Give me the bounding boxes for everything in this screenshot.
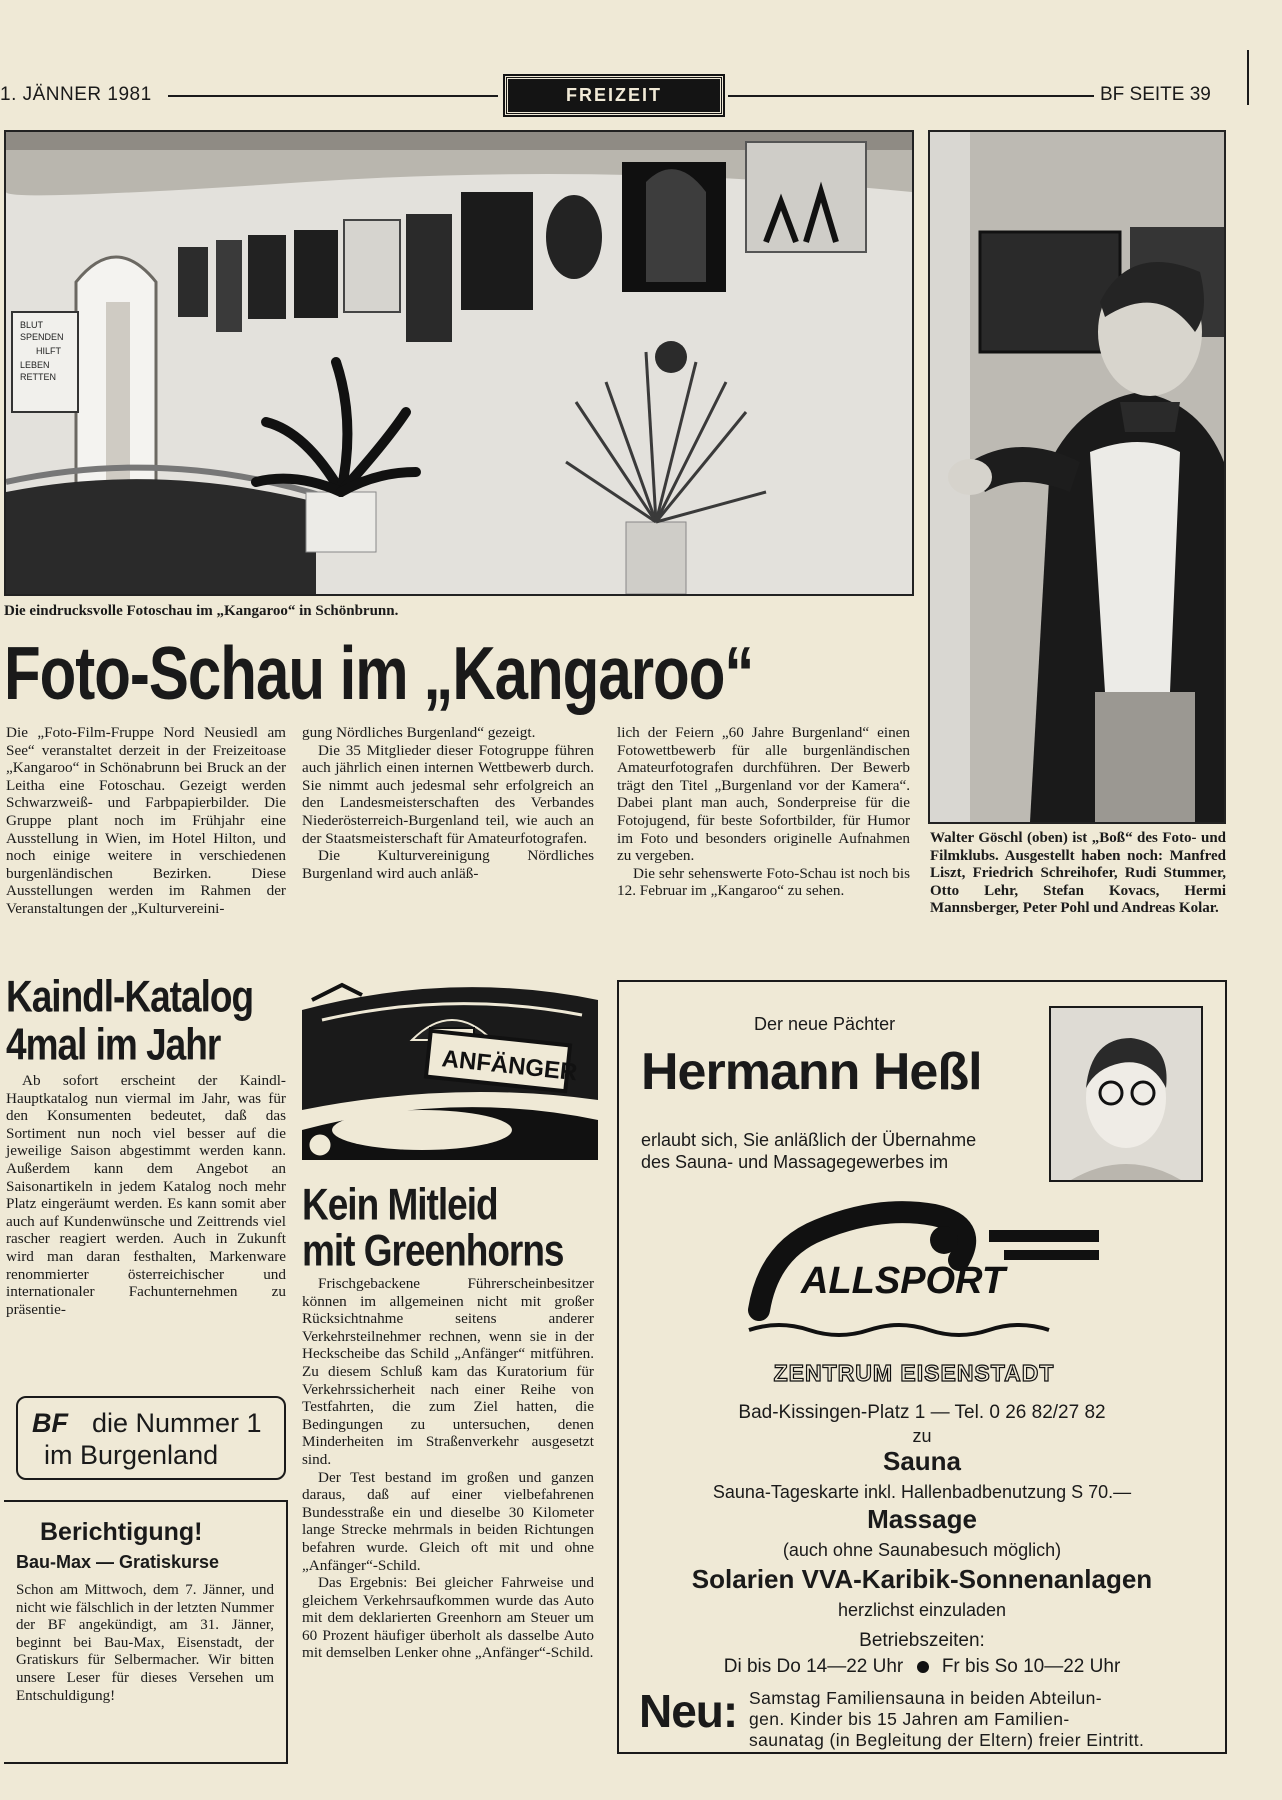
ad-intro-1: erlaubt sich, Sie anläßlich der Übernahme (641, 1130, 977, 1150)
portrait-caption: Walter Göschl (oben) ist „Boß“ des Foto- und Filmklubs. Ausgestellt haben noch: Manfred Liszt, Friedrich Schreihofer, Rudi Stummer, Otto Lehr, Stefan Kovacs, Hermi Mannsberger, Peter Pohl und Andreas Kolar. (930, 830, 1226, 917)
exhibition-photo (4, 130, 914, 596)
promo-box (16, 1396, 286, 1480)
section-label: FREIZEIT (505, 76, 723, 115)
correction-title: Berichtigung! (40, 1518, 203, 1546)
ad-sauna-text: Sauna-Tageskarte inkl. Hallenbadbenutzung S 70.— (712, 1482, 1132, 1502)
article2-text: Ab sofort erscheint der Kaindl-Hauptkatalog nun viermal im Jahr, was für den Konsumenten bedeutet, daß das Sortiment nun noch viel besser auf die jeweilige Saison abgestimmt werden kann. Außerdem kann dem Angebot an Saisonartikeln in jedem Katalog noch mehr Platz eingeräumt werden. Es kann somit aber auch auf Kundenwünsche und Zeittrends viel rascher reagiert werden. Auch in Zukunft wird man daran festhalten, Markenware renommierter österreichischer und internationaler Fachunternehmen zu präsentie- (6, 1072, 286, 1318)
promo-line-1: die Nummer 1 (92, 1408, 262, 1438)
sign-line-4: LEBEN (20, 360, 50, 370)
ad-zu: zu (912, 1426, 932, 1446)
bf-logo: BF (32, 1408, 68, 1438)
portrait-photo (928, 130, 1226, 824)
ad-hours-weekend: Fr bis So 10—22 Uhr (941, 1656, 1121, 1677)
correction-subtitle: Bau-Max — Gratiskurse (16, 1552, 220, 1572)
ad-neu: Neu: (639, 1685, 738, 1737)
ad-neu-line-3: saunatag (in Begleitung der Eltern) freier Eintritt. (749, 1730, 1145, 1750)
ad-address: Bad-Kissingen-Platz 1 — Tel. 0 26 82/27 82 (738, 1402, 1106, 1423)
headline-kaindl-1: Kaindl-Katalog (6, 972, 254, 1022)
header-rule-right (728, 95, 1094, 97)
correction-body (16, 1582, 274, 1705)
article3-p3: Das Ergebnis: Bei gleicher Fahrweise und gleichem Verkehrsaufkommen wurde das Auto mit dem deklarierten Greenhorn am Steuer um 60 Prozent häufiger überholt als dasselbe Auto mit demselben Lenker ohne „Anfänger“-Schild. (302, 1574, 594, 1662)
promo-line-2: im Burgenland (44, 1440, 219, 1470)
allsport-logo (739, 1190, 1099, 1350)
page-number: BF SEITE 39 (1100, 84, 1211, 105)
ad-massage-text: (auch ohne Saunabesuch möglich) (782, 1540, 1062, 1560)
article3-body (302, 1275, 594, 1662)
ad-sauna-title: Sauna (882, 1446, 962, 1476)
article3-p1: Frischgebackene Führerscheinbesitzer können im allgemeinen nicht mit großer Rücksichtnahme seitens anderer Verkehrsteilnehmer rechnen, wenn sie in der Heckscheibe das Schild „Anfänger“ mitführen. Zu diesem Schluß kam das Kuratorium für Verkehrssicherheit nach einer Reihe von Testfahrten, die zum Ziel hatten, die Bedingungen zu untersuchen, denen Minderheiten im Straßenverkehr ausgesetzt sind. (302, 1275, 594, 1468)
article1-col2-text-c: Die Kulturvereinigung Nördliches Burgenland wird auch anläß- (302, 847, 594, 882)
article1-col2-text-a: gung Nördliches Burgenland“ gezeigt. (302, 724, 536, 741)
ad-solarien: Solarien VVA-Karibik-Sonnenanlagen (691, 1564, 1153, 1594)
article2-body (6, 1072, 286, 1318)
correction-text: Schon am Mittwoch, dem 7. Jänner, und nicht wie fälschlich in der letzten Nummer der BF angekündigt, am 31. Jänner, beginnt bei Bau-Max, Eisenstadt, der Gratiskurs für Selbermacher. Wir bitten unsere Leser für dieses Versehen um Entschuldigung! (16, 1582, 274, 1704)
allsport-subtitle: ZENTRUM EISENSTADT (773, 1360, 1055, 1386)
article1-column-1 (6, 724, 286, 918)
headline-foto-schau: Foto-Schau im „Kangaroo“ (4, 631, 754, 715)
headline-mitleid-1: Kein Mitleid (302, 1180, 498, 1230)
main-photo-caption: Die eindrucksvolle Fotoschau im „Kangaroo“ in Schönbrunn. (4, 603, 399, 619)
edge-mark (1247, 50, 1249, 105)
ad-intro-2: des Sauna- und Massagegewerbes im (641, 1152, 949, 1172)
headline-kaindl-2: 4mal im Jahr (6, 1020, 221, 1070)
sign-line-2: SPENDEN (20, 332, 64, 342)
allsport-word: ALLSPORT (801, 1260, 1006, 1302)
article1-col3-text-b: Die sehr sehenswerte Foto-Schau ist noch bis 12. Februar im „Kangaroo“ zu sehen. (617, 864, 910, 900)
ad-massage-title: Massage (867, 1504, 977, 1534)
article3-p2: Der Test bestand im großen und ganzen daraus, daß auf einer vielbefahrenen Bundesstraße ein und dieselbe 30 Kilometer lange Strecke mehrmals in beiden Richtungen befahren wurde. Gleich oft mit und ohne „Anfänger“-Schild. (302, 1468, 594, 1574)
article1-col1-text: Die „Foto-Film-Fruppe Nord Neusiedl am See“ veranstaltet derzeit in der Freizeitoase „Kangaroo“ in Schönabrunn bei Bruck an der Leitha eine Fotoschau. Gezeigt werden Schwarzweiß- und Farbpapierbilder. Die Gruppe plant noch im Frühjahr eine Ausstellung in Wien, im Hotel Hilton, und noch einige weitere in verschiedenen burgenländischen Bezirken. Diese Ausstellungen werden im Rahmen der Veranstaltungen der „Kulturvereini- (6, 724, 286, 917)
ad-name: Hermann Heßl (641, 1043, 982, 1101)
article1-column-2 (302, 724, 594, 882)
sign-line-1: BLUT (20, 320, 44, 330)
article1-col3-text-a: lich der Feiern „60 Jahre Burgenland“ einen Fotowettbewerb für alle burgenländischen Amateurfotografen durchführen. Der Bewerb trägt den Titel „Burgenland vor der Kamera“. Dabei plant man auch, Sonderpreise für die Fotojugend, für beste Sofortbilder, für Humor im Foto und besonders originelle Aufnahmen zu vergeben. (617, 724, 910, 865)
ad-hours-title: Betriebszeiten: (859, 1630, 985, 1651)
ad-neu-line-2: gen. Kinder bis 15 Jahren am Familien- (749, 1709, 1070, 1729)
headline-mitleid-2: mit Greenhorns (302, 1226, 564, 1276)
sign-line-3: HILFT (36, 346, 62, 356)
ad-hours (619, 1656, 1225, 1678)
cartoon-image (302, 980, 598, 1160)
header-rule-left (168, 95, 498, 97)
ad-kicker: Der neue Pächter (754, 1014, 896, 1034)
ad-invite: herzlichst einzuladen (837, 1600, 1007, 1620)
anfaenger-sign: ANFÄNGER (440, 1045, 579, 1087)
correction-box (4, 1500, 288, 1764)
ad-hours-weekday: Di bis Do 14—22 Uhr (723, 1656, 904, 1677)
article1-column-3 (617, 724, 910, 900)
issue-date: 1. JÄNNER 1981 (0, 84, 152, 105)
sign-line-5: RETTEN (20, 372, 56, 382)
bullet-icon (917, 1661, 929, 1673)
ad-neu-text (749, 1688, 1144, 1751)
ad-neu-line-1: Samstag Familiensauna in beiden Abteilun- (749, 1688, 1102, 1708)
ad-portrait (1049, 1006, 1203, 1182)
allsport-advertisement (617, 980, 1227, 1754)
article1-col2-text-b: Die 35 Mitglieder dieser Fotogruppe führen auch jährlich einen internen Wettbewerb durch. Sie nimmt auch jedesmal sehr erfolgreich an den Landesmeisterschaften des Verbandes Niederösterreich-Burgenland teil, wie auch an der Staatsmeisterschaft für Amateurfotografen. (302, 741, 594, 847)
